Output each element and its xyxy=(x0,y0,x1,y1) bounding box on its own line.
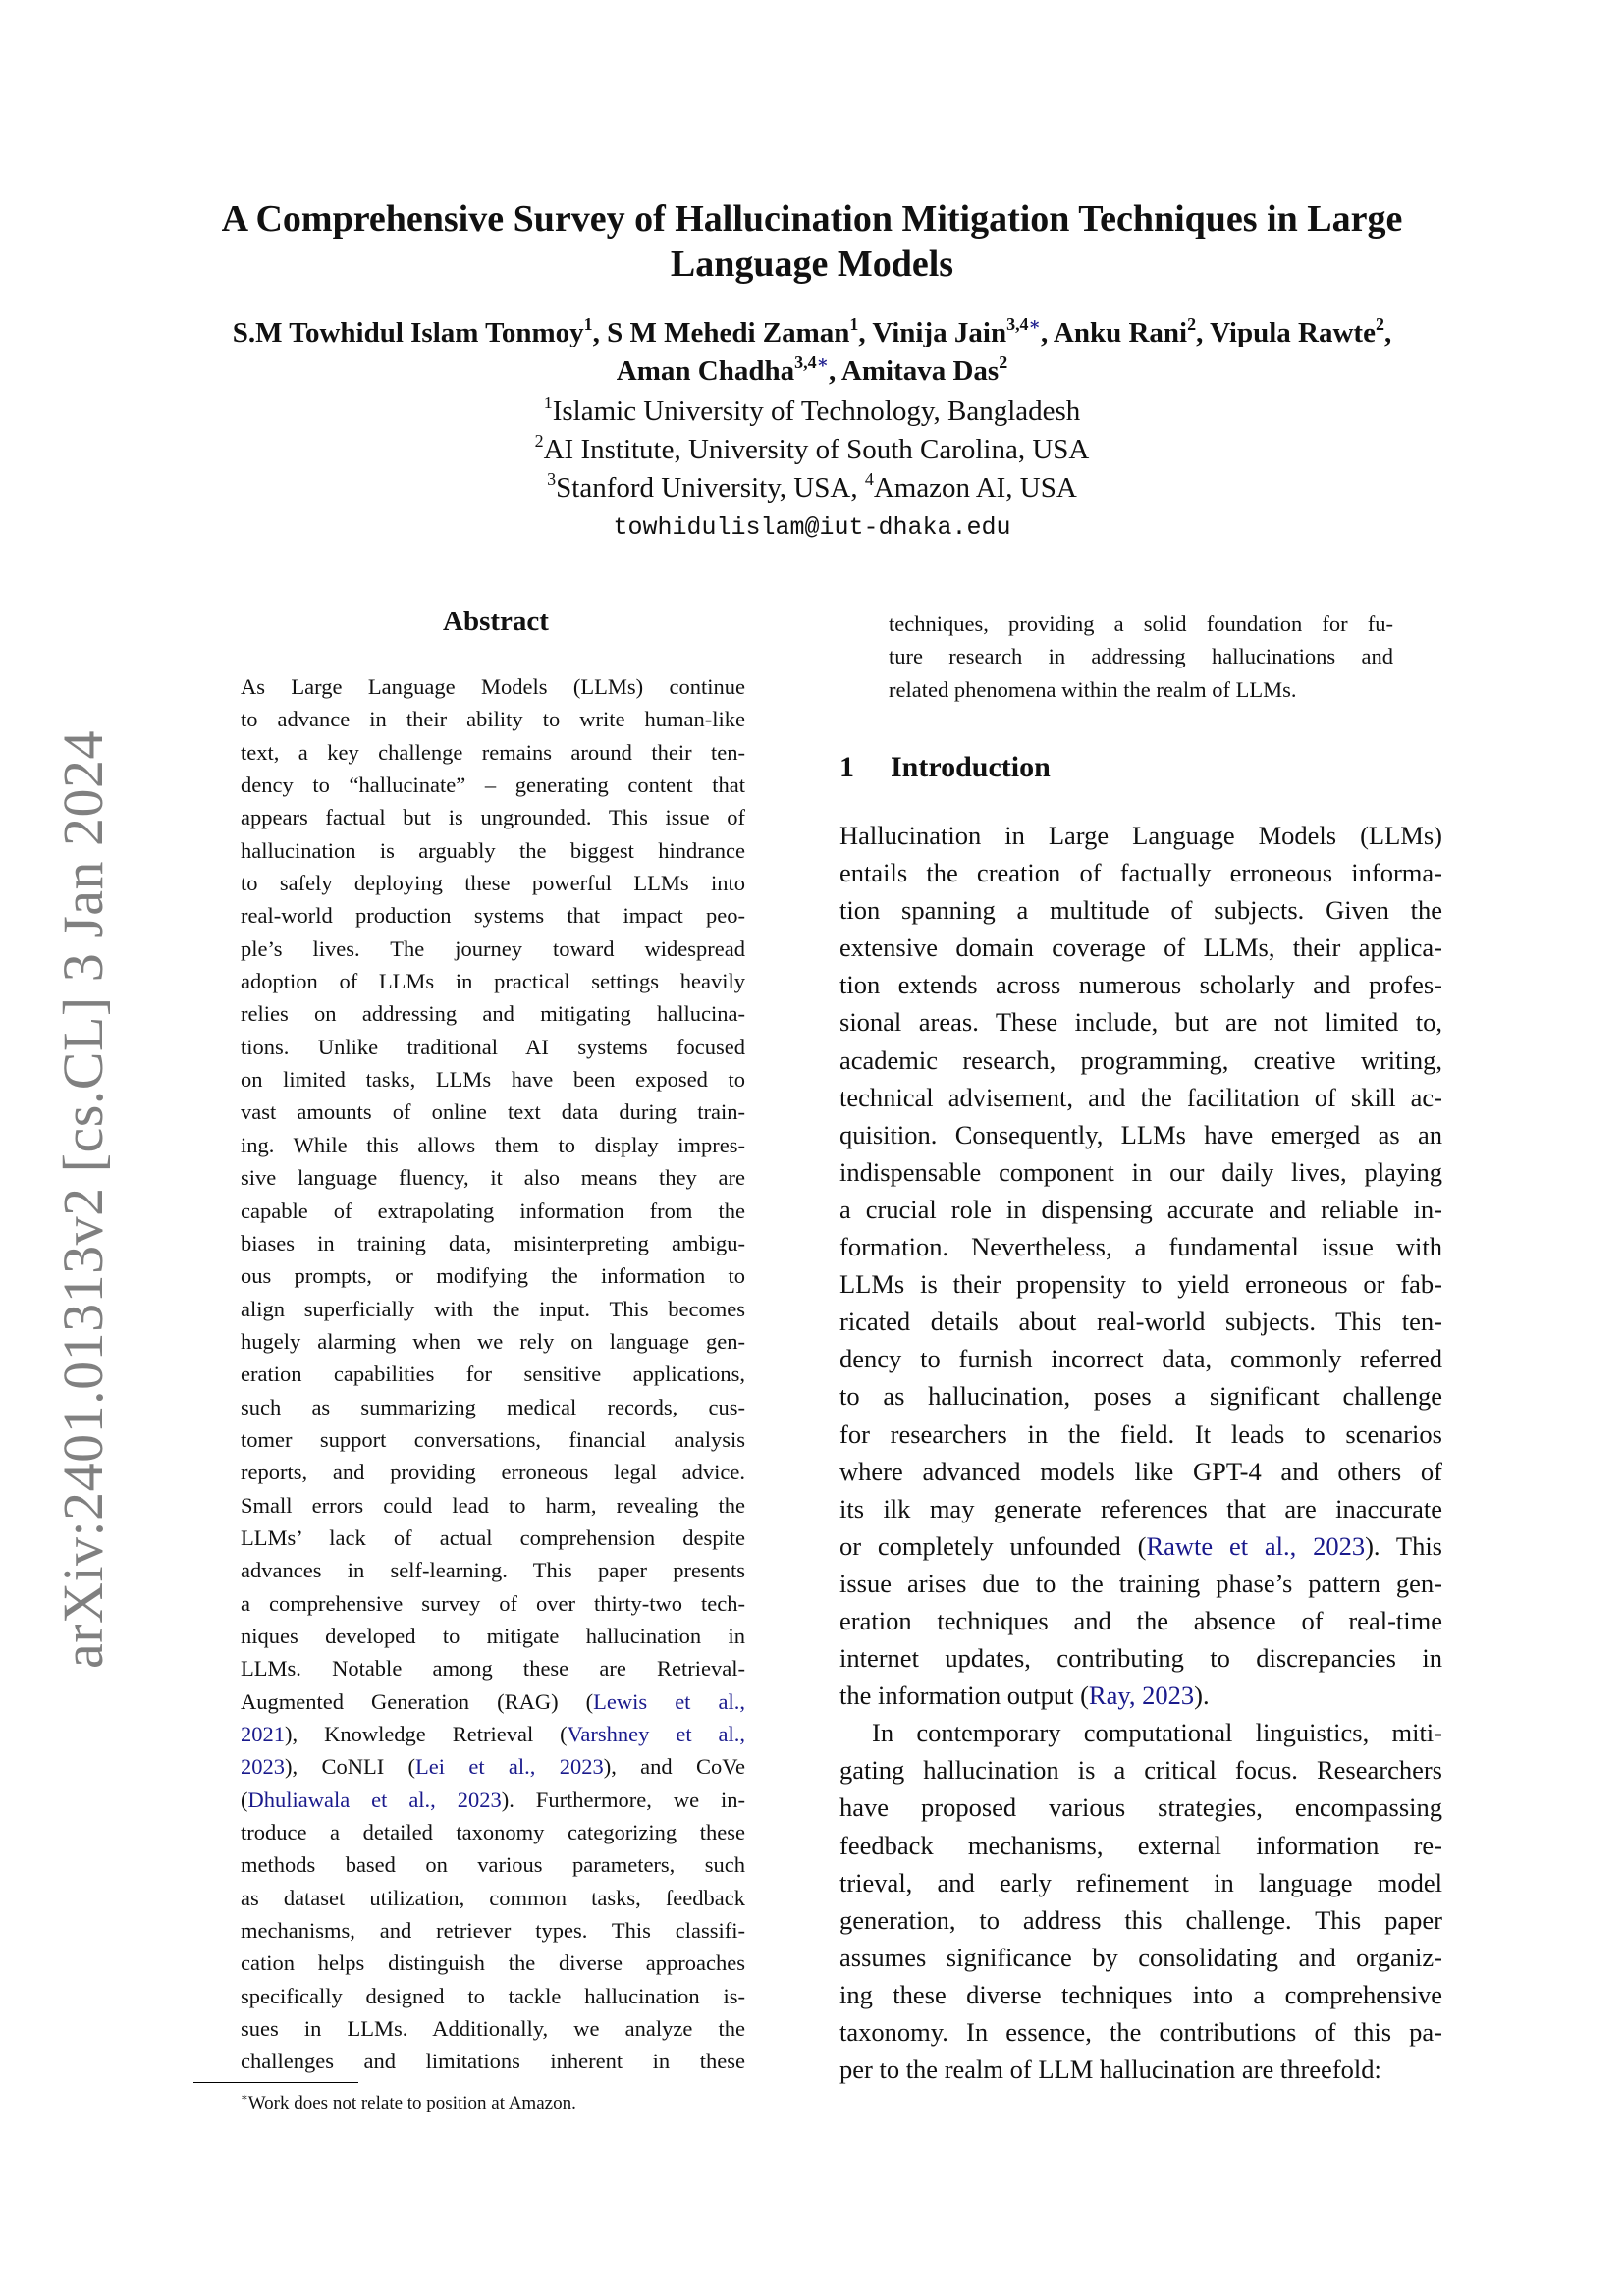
abstract-line: a comprehensive survey of over thirty-two tech- xyxy=(241,1590,745,1616)
intro-line: feedback mechanisms, external information re- xyxy=(839,1830,1442,1860)
footnote-link[interactable]: ∗ xyxy=(816,352,829,373)
abstract-line: reports, and providing erroneous legal advice. xyxy=(241,1460,745,1485)
abstract-line: on limited tasks, LLMs have been exposed to xyxy=(241,1067,745,1093)
author-affiliation-sup: 2 xyxy=(1375,314,1384,335)
abstract-line: dency to “hallucinate” – generating content that xyxy=(241,773,745,798)
paper-title xyxy=(147,196,1477,287)
abstract-line: ture research in addressing hallucinations and xyxy=(889,644,1393,669)
abstract-line: 2021), Knowledge Retrieval (Varshney et al., xyxy=(241,1722,746,1746)
citation-link[interactable]: 2023 xyxy=(241,1754,285,1780)
author-affiliation-sup: 2 xyxy=(999,352,1008,373)
author-affiliation-sup: 2 xyxy=(1187,314,1197,335)
intro-line: trieval, and early refinement in language model xyxy=(839,1867,1442,1897)
footnote-link[interactable]: ∗ xyxy=(1028,314,1041,335)
affiliation: $^3$Stanford University, USA, $^4$Amazon AI, USA xyxy=(547,469,1077,504)
abstract-line: methods based on various parameters, such xyxy=(241,1852,745,1878)
affiliation-list xyxy=(147,393,1477,507)
intro-line: In contemporary computational linguistics, miti- xyxy=(872,1718,1442,1748)
intro-line: for researchers in the field. It leads to scenarios xyxy=(839,1418,1442,1449)
author-affiliation-sup: 3,4∗ xyxy=(794,352,829,373)
abstract-line: ple’s lives. The journey toward widespread xyxy=(241,935,745,961)
citation-link[interactable]: Ray, 2023 xyxy=(1088,1681,1195,1711)
abstract-line: LLMs. Notable among these are Retrieval- xyxy=(241,1656,745,1682)
abstract-line: such as summarizing medical records, cus- xyxy=(241,1394,745,1419)
author-name: Aman Chadha xyxy=(616,355,795,387)
author-affiliation-sup: 3,4∗ xyxy=(1006,314,1041,335)
abstract-line: ing. While this allows them to display impres- xyxy=(241,1132,745,1157)
intro-line: tion spanning a multitude of subjects. Given the xyxy=(839,895,1442,926)
intro-line: internet updates, contributing to discrepancies in xyxy=(839,1643,1442,1674)
citation-link[interactable]: Lei et al., 2023 xyxy=(415,1754,604,1780)
abstract-body-left xyxy=(241,670,745,2078)
abstract-line: advances in self-learning. This paper presents xyxy=(241,1558,745,1583)
abstract-line: to safely deploying these powerful LLMs into xyxy=(241,871,745,896)
author-name: Anku Rani xyxy=(1053,317,1188,348)
intro-line: the information output (Ray, 2023). xyxy=(839,1681,1210,1711)
abstract-line: Small errors could lead to harm, revealing the xyxy=(241,1492,745,1518)
intro-line: to as hallucination, poses a significant challenge xyxy=(839,1381,1442,1412)
author-affiliation-sup: 1 xyxy=(849,314,859,335)
author-name: S M Mehedi Zaman xyxy=(607,317,850,348)
intro-line: sional areas. These include, but are not limited to, xyxy=(839,1007,1442,1038)
abstract-heading: Abstract xyxy=(443,606,549,637)
abstract-line: biases in training data, misinterpreting ambigu- xyxy=(241,1230,745,1255)
intro-line: LLMs is their propensity to yield erroneous or fab- xyxy=(839,1269,1442,1300)
intro-line: its ilk may generate references that are inaccurate xyxy=(839,1493,1442,1523)
citation-link[interactable]: Lewis et al., xyxy=(593,1688,745,1714)
intro-line: tion extends across numerous scholarly and profes- xyxy=(839,970,1442,1000)
affiliation: $^1$Islamic University of Technology, Bangladesh xyxy=(543,393,1081,427)
abstract-line: as dataset utilization, common tasks, feedback xyxy=(241,1885,745,1910)
intro-line: taxonomy. In essence, the contributions of this pa- xyxy=(839,2017,1442,2047)
author-name: Vinija Jain xyxy=(872,317,1007,348)
intro-line: ing these diverse techniques into a comprehensive xyxy=(839,1979,1442,2009)
section-title: Introduction xyxy=(891,751,1051,783)
abstract-line: LLMs’ lack of actual comprehension despite xyxy=(241,1524,745,1550)
abstract-line: capable of extrapolating information from the xyxy=(241,1198,745,1223)
abstract-line: hugely alarming when we rely on language gen- xyxy=(241,1328,745,1354)
footnote-text: Work does not relate to position at Amazon. xyxy=(247,2093,576,2113)
abstract-line: cation helps distinguish the diverse approaches xyxy=(241,1950,745,1976)
abstract-line: (Dhuliawala et al., 2023). Furthermore, we in- xyxy=(241,1787,745,1812)
abstract-line: challenges and limitations inherent in these xyxy=(241,2049,745,2074)
abstract-line: sive language fluency, it also means they are xyxy=(241,1165,745,1191)
intro-line: gating hallucination is a critical focus. Researchers xyxy=(839,1755,1442,1786)
abstract-line: Augmented Generation (RAG) (Lewis et al., xyxy=(241,1688,745,1714)
footnote-divider xyxy=(193,2082,358,2083)
author-affiliation-sup: 1 xyxy=(583,314,593,335)
arxiv-identifier-stamp: arXiv:2401.01313v2 [cs.CL] 3 Jan 2024 xyxy=(51,729,115,1669)
intro-line: issue arises due to the training phase’s pattern gen- xyxy=(839,1568,1442,1598)
section-number: 1 xyxy=(839,751,854,783)
intro-line: formation. Nevertheless, a fundamental issue with xyxy=(839,1232,1442,1262)
author-line-2: Aman Chadha$^{3,4∗}$, Amitava Das$^2$ xyxy=(616,352,1008,387)
intro-line: dency to furnish incorrect data, commonly referred xyxy=(839,1344,1442,1374)
abstract-line: tions. Unlike traditional AI systems focused xyxy=(241,1034,745,1059)
footnote xyxy=(241,2091,576,2116)
citation-link[interactable]: 2021 xyxy=(241,1722,285,1746)
intro-line: where advanced models like GPT-4 and others of xyxy=(839,1456,1442,1486)
abstract-line: related phenomena within the realm of LLMs. xyxy=(889,676,1297,702)
citation-link[interactable]: Varshney et al., xyxy=(567,1722,746,1746)
intro-line: a crucial role in dispensing accurate and reliable in- xyxy=(839,1194,1442,1224)
intro-line: per to the realm of LLM hallucination are threefold: xyxy=(839,2055,1381,2085)
abstract-line: tomer support conversations, financial analysis xyxy=(241,1426,745,1452)
intro-line: Hallucination in Large Language Models (LLMs) xyxy=(839,821,1442,850)
abstract-line: troduce a detailed taxonomy categorizing these xyxy=(241,1820,745,1845)
abstract-line: real-world production systems that impact peo- xyxy=(241,903,745,929)
intro-line: ricated details about real-world subjects. This ten- xyxy=(839,1307,1442,1337)
abstract-line: eration capabilities for sensitive applications, xyxy=(241,1362,745,1387)
intro-line: technical advisement, and the facilitation of skill ac- xyxy=(839,1082,1442,1112)
abstract-body-right xyxy=(889,608,1393,706)
section-heading-introduction xyxy=(839,748,1051,787)
title-line-1: A Comprehensive Survey of Hallucination Mitigation Techniques in Large xyxy=(221,198,1403,240)
intro-line: academic research, programming, creative writing, xyxy=(839,1044,1442,1075)
abstract-line: mechanisms, and retriever types. This classifi- xyxy=(241,1918,745,1944)
intro-line: extensive domain coverage of LLMs, their applica- xyxy=(839,933,1442,963)
contact-email: towhidulislam@iut-dhaka.edu xyxy=(613,513,1011,542)
author-line-1: S.M Towhidul Islam Tonmoy$^1$, S M Mehedi Zaman$^1$, Vinija Jain$^{3,4∗}$, Anku Rani$^2$, Vipula Rawte$^2$, xyxy=(232,314,1392,348)
citation-link[interactable]: Dhuliawala et al., 2023 xyxy=(247,1787,502,1812)
citation-link[interactable]: Rawte et al., 2023 xyxy=(1146,1530,1366,1561)
abstract-line: sues in LLMs. Additionally, we analyze the xyxy=(241,2016,745,2042)
title-line-2: Language Models xyxy=(670,243,954,285)
affiliation: $^2$AI Institute, University of South Carolina, USA xyxy=(534,431,1090,465)
abstract-line: vast amounts of online text data during train- xyxy=(241,1099,745,1125)
author-name: S.M Towhidul Islam Tonmoy xyxy=(232,317,584,348)
abstract-line: relies on addressing and mitigating hallucina- xyxy=(241,1001,745,1027)
intro-line: generation, to address this challenge. This paper xyxy=(839,1904,1442,1935)
abstract-line: text, a key challenge remains around their ten- xyxy=(241,739,745,765)
intro-line: or completely unfounded (Rawte et al., 2023). This xyxy=(839,1530,1442,1561)
abstract-line: adoption of LLMs in practical settings heavily xyxy=(241,969,745,994)
intro-line: quisition. Consequently, LLMs have emerged as an xyxy=(839,1119,1442,1149)
abstract-line: niques developed to mitigate hallucination in xyxy=(241,1623,745,1648)
intro-line: entails the creation of factually erroneous informa- xyxy=(839,858,1442,888)
introduction-body xyxy=(839,817,1442,2088)
author-name: Vipula Rawte xyxy=(1210,317,1376,348)
author-name: Amitava Das xyxy=(840,355,1000,387)
abstract-line: hallucination is arguably the biggest hindrance xyxy=(241,837,745,863)
abstract-line: techniques, providing a solid foundation for fu- xyxy=(889,612,1393,636)
abstract-line: As Large Language Models (LLMs) continue xyxy=(241,674,745,699)
abstract-line: specifically designed to tackle hallucination is- xyxy=(241,1983,745,2008)
intro-line: eration techniques and the absence of real-time xyxy=(839,1605,1442,1635)
abstract-line: 2023), CoNLI (Lei et al., 2023), and CoVe xyxy=(241,1754,745,1780)
intro-line: indispensable component in our daily lives, playing xyxy=(839,1156,1442,1187)
abstract-line: align superficially with the input. This becomes xyxy=(241,1296,745,1321)
abstract-line: to advance in their ability to write human-like xyxy=(241,707,745,732)
abstract-line: ous prompts, or modifying the information to xyxy=(241,1263,745,1289)
intro-line: assumes significance by consolidating and organiz- xyxy=(839,1942,1442,1972)
author-list xyxy=(118,314,1506,391)
footnote-marker: ∗ xyxy=(241,2092,248,2105)
intro-line: have proposed various strategies, encompassing xyxy=(839,1792,1442,1823)
abstract-line: appears factual but is ungrounded. This issue of xyxy=(241,805,745,830)
